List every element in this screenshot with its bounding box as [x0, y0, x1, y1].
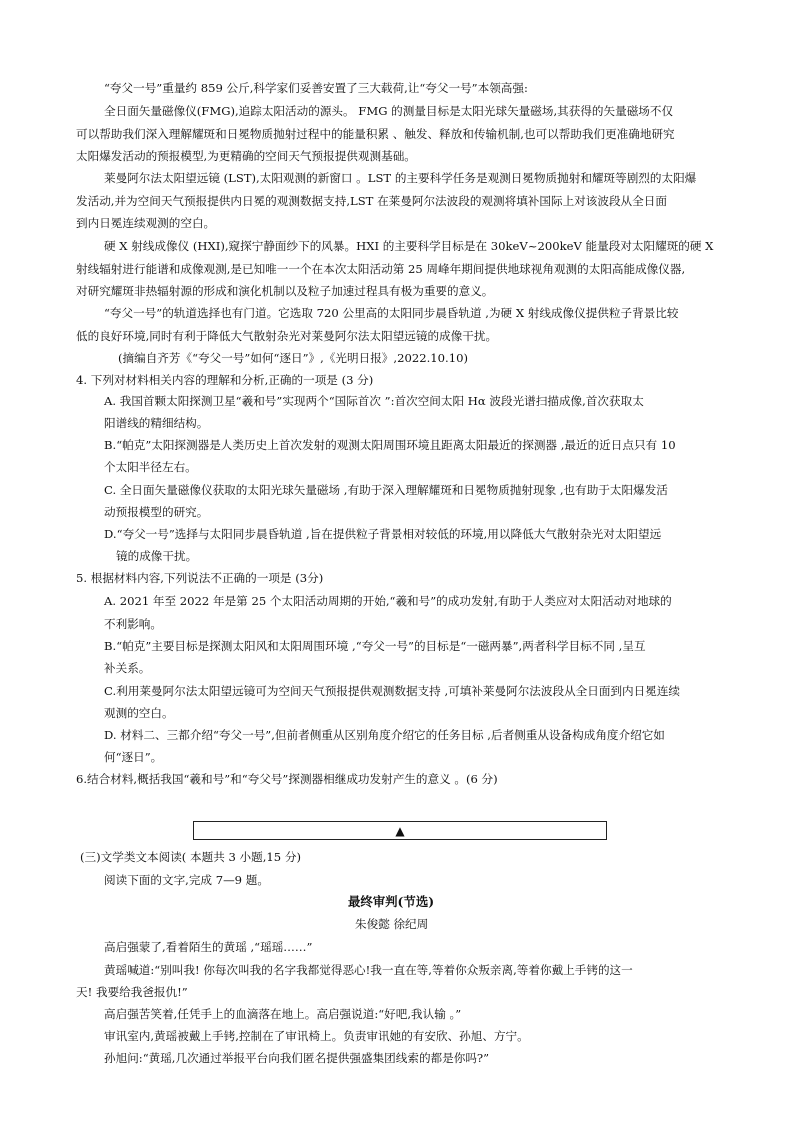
passage-paragraph-5-line-2: 低的良好环境,同时有利于降低大气散射杂光对莱曼阿尔法太阳望远镜的成像干扰。 [76, 329, 498, 343]
question-4-option-b-line-1: B.“帕克”太阳探测器是人类历史上首次发射的观测太阳周围环境且距离太阳最近的探测器 ,最近的近日点只有 10 [104, 438, 676, 452]
question-4-option-d-line-1: D.“夸父一号”选择与太阳同步晨昏轨道 ,旨在提供粒子背景相对较低的环境,用以降低大气散射杂光对太阳望远 [104, 527, 662, 541]
passage-paragraph-2-line-2: 可以帮助我们深入理解耀斑和日冕物质抛射过程中的能量积累 、触发、释放和传输机制,也可以帮助我们更准确地研究 [76, 127, 675, 141]
section-3-instruction: 阅读下面的文字,完成 7—9 题。 [104, 873, 269, 887]
story-sentence-4: 审讯室内,黄瑶被戴上手铐,控制在了审讯椅上。负责审讯她的有安欣、孙旭、方宁。 [104, 1029, 529, 1043]
story-author: 朱俊懿 徐纪周 [355, 917, 429, 931]
question-4-option-a-line-2: 阳谱线的精细结构。 [104, 416, 209, 430]
question-5-option-c-line-1: C.利用莱曼阿尔法太阳望远镜可为空间天气预报提供观测数据支持 ,可填补莱曼阿尔法波段从全日面到内日冕连续 [104, 684, 681, 698]
answer-marker-triangle: ▲ [395, 824, 405, 838]
section-3-heading: (三)文学类文本阅读( 本题共 3 小题,15 分) [80, 850, 301, 864]
passage-paragraph-3-line-3: 到内日冕连续观测的空白。 [76, 216, 216, 230]
question-5-stem: 5. 根据材料内容,下列说法不正确的一项是 (3分) [76, 571, 324, 585]
story-sentence-3: 高启强苦笑着,任凭手上的血滴落在地上。高启强说道:“好吧,我认输 。” [104, 1007, 462, 1021]
passage-paragraph-4-line-1: 硬 X 射线成像仪 (HXI),窥探宁静面纱下的风暴。HXI 的主要科学目标是在 30keV~200keV 能量段对太阳耀斑的硬 X [104, 239, 714, 253]
passage-paragraph-4-line-2: 射线辐射进行能谱和成像观测,是已知唯一一个在本次太阳活动第 25 周峰年期间提供地球视角观测的太阳高能成像仪器, [76, 262, 686, 276]
question-6-stem: 6.结合材料,概括我国“羲和号”和“夸父号”探测器相继成功发射产生的意义 。(6 分) [76, 772, 498, 786]
story-sentence-2-line-1: 黄瑶喊道:“别叫我! 你每次叫我的名字我都觉得恶心!我一直在等,等着你众叛亲离,等着你戴上手铐的这一 [104, 963, 633, 977]
story-sentence-5: 孙旭问:“黄瑶,几次通过举报平台向我们匿名提供强盛集团线索的都是你吗?” [104, 1051, 490, 1065]
passage-paragraph-4-line-3: 对研究耀斑非热辐射源的形成和演化机制以及粒子加速过程具有极为重要的意义。 [76, 284, 494, 298]
question-4-option-c-line-1: C. 全日面矢量磁像仪获取的太阳光球矢量磁场 ,有助于深入理解耀斑和日冕物质抛射现象 ,也有助于太阳爆发活 [104, 483, 668, 497]
passage-paragraph-2-line-1: 全日面矢量磁像仪(FMG),追踪太阳活动的源头。 FMG 的测量目标是太阳光球矢量磁场,其获得的矢量磁场不仅 [104, 104, 674, 118]
passage-paragraph-5-line-1: “夸父一号”的轨道选择也有门道。它选取 720 公里高的太阳同步晨昏轨道 ,为硬 X 射线成像仪提供粒子背景比较 [104, 306, 679, 320]
answer-box[interactable] [193, 821, 607, 840]
passage-source: (摘编自齐芳《“夸父一号”如何“逐日”》,《光明日报》,2022.10.10) [118, 351, 468, 365]
question-5-option-c-line-2: 观测的空白。 [104, 706, 174, 720]
passage-paragraph-2-line-3: 太阳爆发活动的预报模型,为更精确的空间天气预报提供观测基础。 [76, 149, 416, 163]
question-5-option-a-line-1: A. 2021 年至 2022 年是第 25 个太阳活动周期的开始,“羲和号”的成功发射,有助于人类应对太阳活动对地球的 [104, 594, 672, 608]
story-title: 最终审判(节选) [348, 894, 435, 909]
story-sentence-1: 高启强蒙了,看着陌生的黄瑶 ,“瑶瑶……” [104, 940, 313, 954]
story-sentence-2-line-2: 天! 我要给我爸报仇!” [76, 985, 188, 999]
question-5-option-b-line-2: 补关系。 [104, 661, 151, 675]
question-4-option-d-line-2: 镜的成像干扰。 [116, 549, 198, 563]
question-5-option-a-line-2: 不利影响。 [104, 617, 162, 631]
question-5-option-b-line-1: B.“帕克”主要目标是探测太阳风和太阳周围环境 ,“夸父一号”的目标是“一磁两暴”,两者科学目标不同 ,呈互 [104, 639, 646, 653]
question-4-stem: 4. 下列对材料相关内容的理解和分析,正确的一项是 (3 分) [76, 373, 374, 387]
passage-paragraph-3-line-1: 莱曼阿尔法太阳望远镜 (LST),太阳观测的新窗口 。LST 的主要科学任务是观测日冕物质抛射和耀斑等剧烈的太阳爆 [104, 171, 697, 185]
passage-paragraph-1: “夸父一号”重量约 859 公斤,科学家们妥善安置了三大载荷,让“夸父一号”本领高强: [104, 81, 528, 95]
question-4-option-c-line-2: 动预报模型的研究。 [104, 505, 209, 519]
question-4-option-b-line-2: 个太阳半径左右。 [104, 460, 197, 474]
question-5-option-d-line-2: 何“逐日”。 [104, 750, 163, 764]
question-5-option-d-line-1: D. 材料二、三都介绍“夸父一号”,但前者侧重从区别角度介绍它的任务目标 ,后者侧重从设备构成角度介绍它如 [104, 728, 665, 742]
passage-paragraph-3-line-2: 发活动,并为空间天气预报提供内日冕的观测数据支持,LST 在莱曼阿尔法波段的观测将填补国际上对该波段从全日面 [76, 194, 667, 208]
question-4-option-a-line-1: A. 我国首颗太阳探测卫星“羲和号”实现两个“国际首次 ”:首次空间太阳 Hα 波段光谱扫描成像,首次获取太 [104, 394, 644, 408]
